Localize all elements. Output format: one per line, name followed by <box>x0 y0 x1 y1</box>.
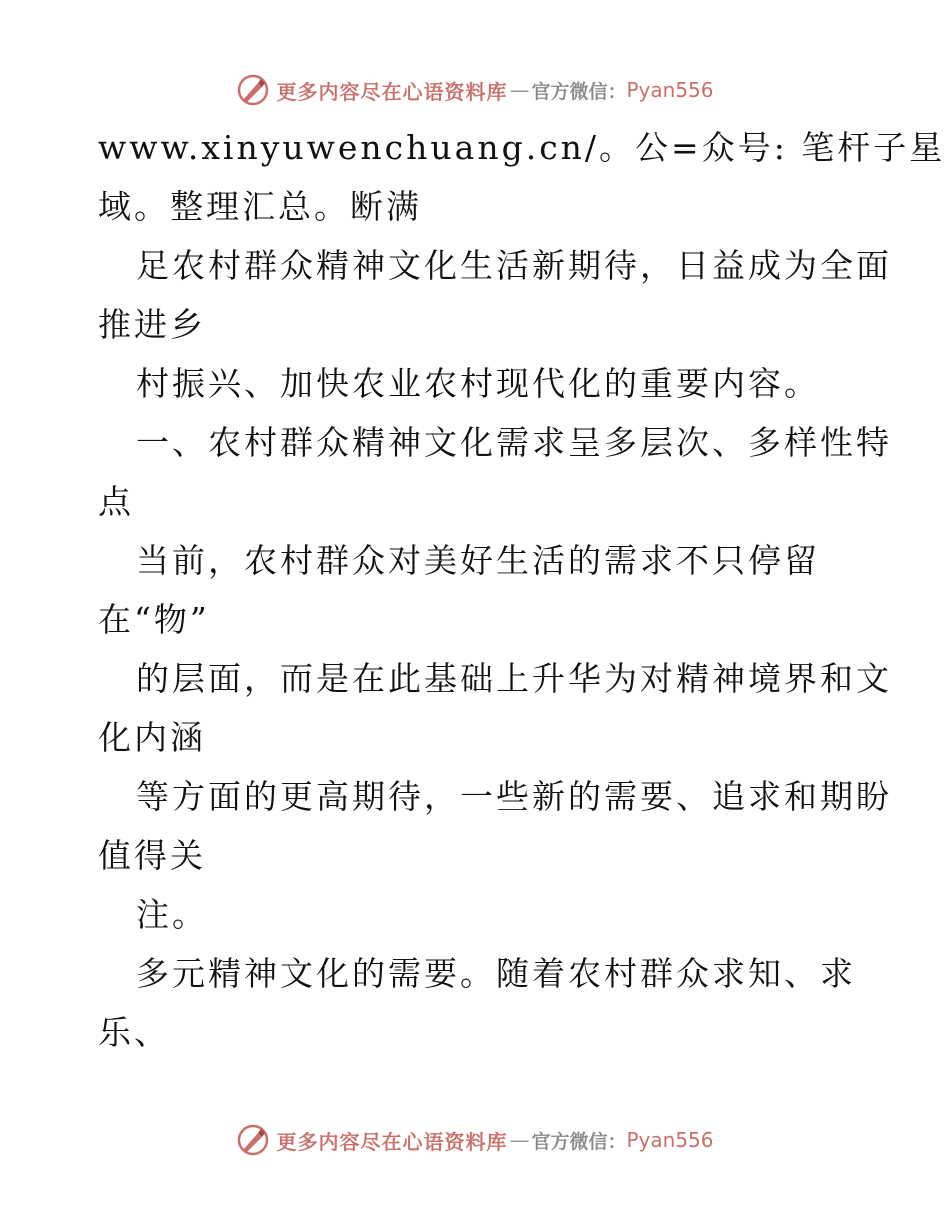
banner-separator: — <box>509 1128 530 1152</box>
header-banner <box>0 70 950 110</box>
text-line: 足农村群众精神文化生活新期待，日益成为全面 <box>136 246 892 285</box>
text-line: 值得关 <box>98 836 206 875</box>
text-line: 注。 <box>136 895 208 934</box>
pen-logo-icon <box>236 1123 270 1157</box>
text-line: 村振兴、加快农业农村现代化的重要内容。 <box>136 364 820 403</box>
text-line: 等方面的更高期待，一些新的需要、追求和期盼 <box>136 777 892 816</box>
banner-wechat-label: 官方微信： <box>531 80 627 103</box>
text-line: 推进乡 <box>98 305 206 344</box>
footer-banner <box>0 1120 950 1160</box>
text-line: 点 <box>98 482 134 521</box>
text-line: 的层面，而是在此基础上升华为对精神境界和文 <box>136 659 892 698</box>
banner-wechat-label: 官方微信： <box>531 1130 627 1153</box>
text-line: 域。整理汇总。断满 <box>98 187 422 226</box>
banner-main-text: 更多内容尽在心语资料库 <box>276 1129 508 1154</box>
text-line: 乐、 <box>98 1013 170 1052</box>
text-line: 一、农村群众精神文化需求呈多层次、多样性特 <box>136 423 892 462</box>
text-line: www.xinyuwenchuang.cn/。公=众号: 笔杆子星 <box>98 128 946 167</box>
document-body <box>98 118 946 1062</box>
pen-logo-icon <box>236 73 270 107</box>
banner-wechat-id: Pyan556 <box>626 78 714 102</box>
text-line: 在“物” <box>98 600 210 639</box>
banner-wechat-id: Pyan556 <box>626 1128 714 1152</box>
text-line: 化内涵 <box>98 718 206 757</box>
banner-main-text: 更多内容尽在心语资料库 <box>276 79 508 104</box>
text-line: 当前，农村群众对美好生活的需求不只停留 <box>136 541 820 580</box>
text-line: 多元精神文化的需要。随着农村群众求知、求 <box>136 954 856 993</box>
banner-separator: — <box>509 78 530 102</box>
